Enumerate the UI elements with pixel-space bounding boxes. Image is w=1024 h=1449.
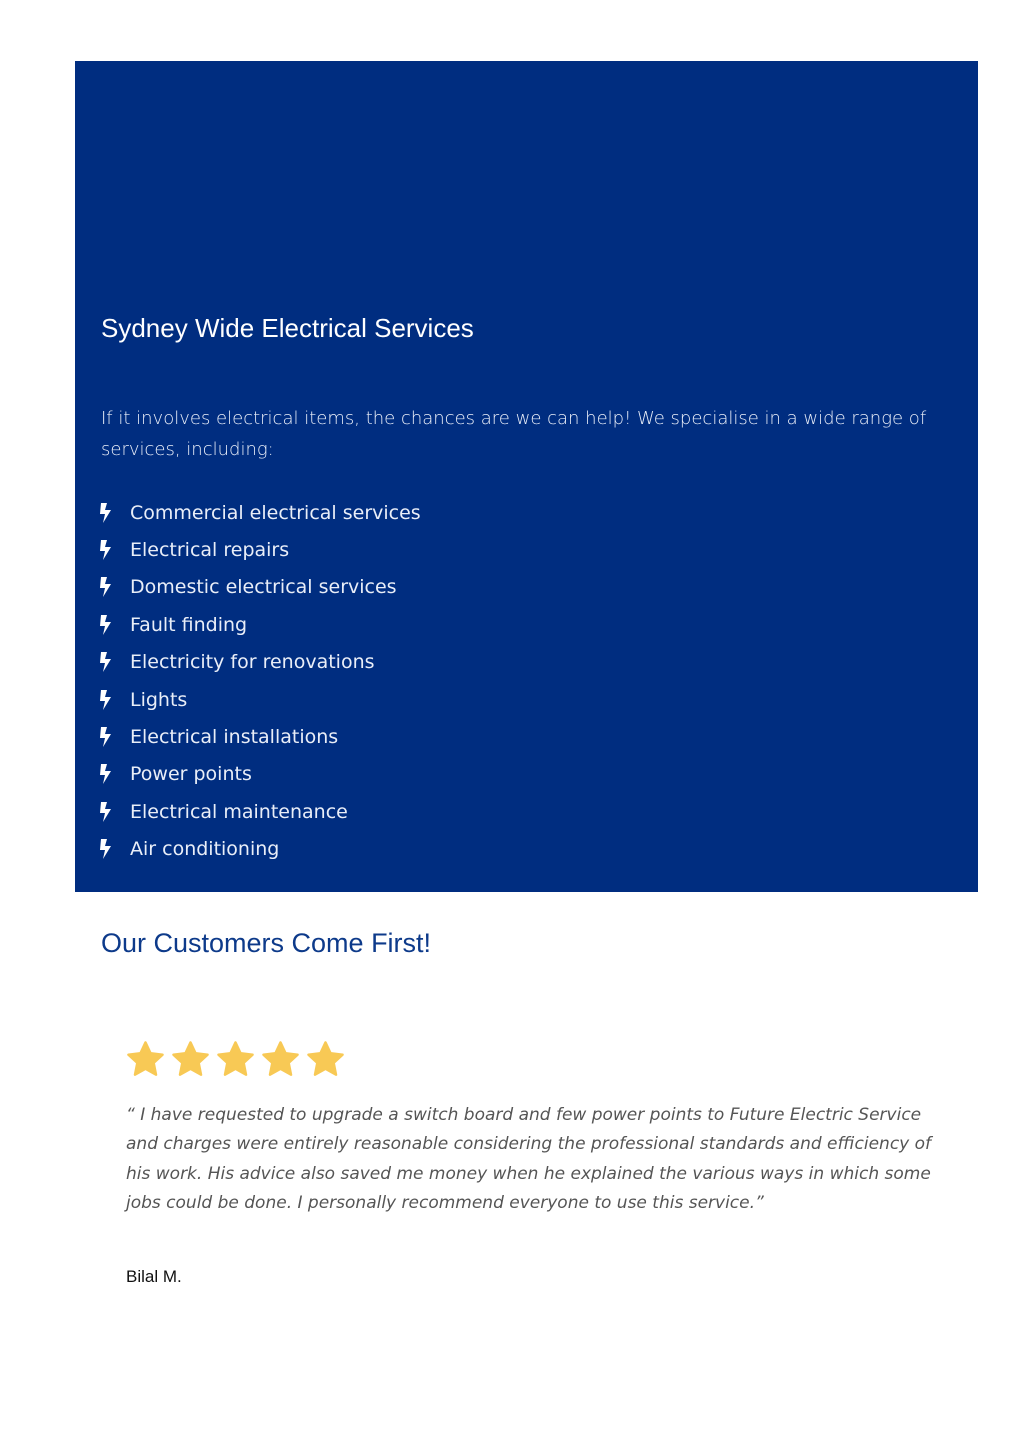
service-item-label: Fault finding bbox=[130, 613, 248, 636]
service-item-label: Electrical maintenance bbox=[130, 800, 348, 823]
lightning-bolt-icon bbox=[99, 539, 113, 561]
service-item-label: Domestic electrical services bbox=[130, 576, 397, 599]
lightning-bolt-icon bbox=[99, 651, 113, 673]
lightning-bolt-icon bbox=[99, 726, 113, 748]
star-icon bbox=[216, 1040, 255, 1079]
service-item bbox=[99, 756, 421, 793]
customers-title: Our Customers Come First! bbox=[101, 928, 432, 958]
testimonial-quote: “ I have requested to upgrade a switch board and few power points to Future Electric Service and charges were entirely reasonable considering the professional standards and efficiency of his work. His advice also saved me money when he explained the various ways in which some jobs could be done. I personally recommend everyone to use this service.” bbox=[126, 1105, 932, 1214]
service-item bbox=[99, 569, 421, 606]
service-item bbox=[99, 494, 421, 531]
service-item-label: Electrical installations bbox=[130, 726, 339, 749]
services-list bbox=[99, 494, 421, 868]
service-item-label: Lights bbox=[130, 688, 188, 711]
service-item-label: Air conditioning bbox=[130, 838, 280, 861]
service-item-label: Commercial electrical services bbox=[130, 501, 421, 524]
star-rating bbox=[126, 1040, 345, 1079]
services-title: Sydney Wide Electrical Services bbox=[101, 313, 474, 343]
lightning-bolt-icon bbox=[99, 576, 113, 598]
lightning-bolt-icon bbox=[99, 502, 113, 524]
service-item bbox=[99, 606, 421, 643]
testimonial-author: Bilal M. bbox=[126, 1267, 182, 1286]
service-item-label: Electrical repairs bbox=[130, 539, 290, 562]
star-icon bbox=[171, 1040, 210, 1079]
service-item-label: Power points bbox=[130, 763, 252, 786]
star-icon bbox=[126, 1040, 165, 1079]
service-item bbox=[99, 531, 421, 568]
service-item bbox=[99, 793, 421, 830]
star-icon bbox=[261, 1040, 300, 1079]
service-item-label: Electricity for renovations bbox=[130, 651, 375, 674]
service-item bbox=[99, 831, 421, 868]
service-item bbox=[99, 681, 421, 718]
lightning-bolt-icon bbox=[99, 614, 113, 636]
star-icon bbox=[306, 1040, 345, 1079]
lightning-bolt-icon bbox=[99, 838, 113, 860]
lightning-bolt-icon bbox=[99, 801, 113, 823]
service-item bbox=[99, 644, 421, 681]
lightning-bolt-icon bbox=[99, 763, 113, 785]
services-intro: If it involves electrical items, the chances are we can help! We specialise in a wide range of services, including: bbox=[101, 408, 927, 460]
service-item bbox=[99, 718, 421, 755]
lightning-bolt-icon bbox=[99, 689, 113, 711]
